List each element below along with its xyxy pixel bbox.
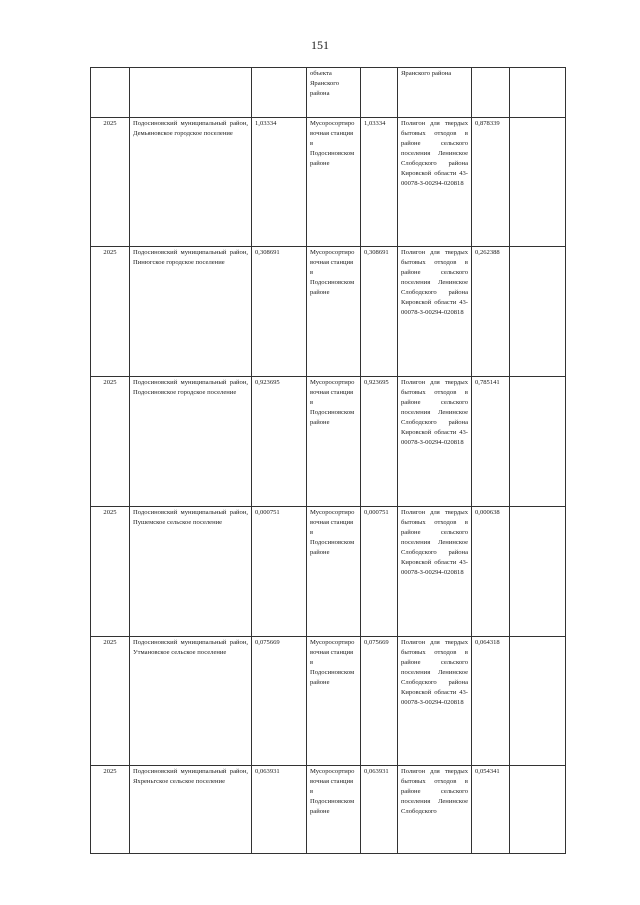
station-cell: Мусоросортировочная станция в Подосиновском районе [307, 766, 361, 854]
year-cell: 2025 [91, 118, 130, 247]
year-cell: 2025 [91, 247, 130, 377]
amount-cell [361, 68, 398, 118]
table-row [91, 507, 566, 637]
municipality-cell [130, 68, 252, 118]
station-cell: Мусоросортировочная станция в Подосиновском районе [307, 507, 361, 637]
municipality-cell: Подосиновский муниципальный район, Утмановское сельское поселение [130, 637, 252, 766]
landfill-cell: Полигон для твердых бытовых отходов в районе сельского поселения Ленинское Слободского района Кировской области 43-00078-З-00294-020818 [398, 507, 472, 637]
amount-cell: 0,878339 [472, 118, 510, 247]
empty-cell [510, 766, 566, 854]
empty-cell [510, 377, 566, 507]
year-cell: 2025 [91, 637, 130, 766]
landfill-cell: Полигон для твердых бытовых отходов в районе сельского поселения Ленинское Слободского района Кировской области 43-00078-З-00294-020818 [398, 637, 472, 766]
municipality-cell: Подосиновский муниципальный район, Пушемское сельское поселение [130, 507, 252, 637]
station-cell: Мусоросортировочная станция в Подосиновском районе [307, 247, 361, 377]
municipality-cell: Подосиновский муниципальный район, Демьяновское городское поселение [130, 118, 252, 247]
table-row [91, 637, 566, 766]
station-cell: Мусоросортировочная станция в Подосиновском районе [307, 637, 361, 766]
amount-cell: 0,923695 [252, 377, 307, 507]
amount-cell: 0,054341 [472, 766, 510, 854]
landfill-cell: Полигон для твердых бытовых отходов в районе сельского поселения Ленинское Слободского [398, 766, 472, 854]
landfill-cell: Полигон для твердых бытовых отходов в районе сельского поселения Ленинское Слободского района Кировской области 43-00078-З-00294-020818 [398, 247, 472, 377]
municipality-cell: Подосиновский муниципальный район, Пинюгское городское поселение [130, 247, 252, 377]
amount-cell: 0,000751 [361, 507, 398, 637]
table-row [91, 377, 566, 507]
waste-flow-table [90, 67, 566, 854]
year-cell: 2025 [91, 507, 130, 637]
table-row [91, 766, 566, 854]
empty-cell [510, 247, 566, 377]
station-cell: объекта Яранского района [307, 68, 361, 118]
table-row [91, 68, 566, 118]
amount-cell: 0,262388 [472, 247, 510, 377]
amount-cell: 0,063931 [361, 766, 398, 854]
empty-cell [510, 118, 566, 247]
station-cell: Мусоросортировочная станция в Подосиновском районе [307, 377, 361, 507]
landfill-cell: Полигон для твердых бытовых отходов в районе сельского поселения Ленинское Слободского района Кировской области 43-00078-З-00294-020818 [398, 377, 472, 507]
amount-cell: 0,075669 [361, 637, 398, 766]
amount-cell: 1,03334 [361, 118, 398, 247]
amount-cell [252, 68, 307, 118]
station-cell: Мусоросортировочная станция в Подосиновском районе [307, 118, 361, 247]
amount-cell: 0,064318 [472, 637, 510, 766]
amount-cell: 0,923695 [361, 377, 398, 507]
amount-cell: 0,000751 [252, 507, 307, 637]
amount-cell: 0,308691 [361, 247, 398, 377]
amount-cell: 0,063931 [252, 766, 307, 854]
year-cell: 2025 [91, 377, 130, 507]
page-number: 151 [311, 38, 329, 52]
table-row [91, 118, 566, 247]
year-cell: 2025 [91, 766, 130, 854]
amount-cell: 1,03334 [252, 118, 307, 247]
landfill-cell: Яранского района [398, 68, 472, 118]
table-row [91, 247, 566, 377]
empty-cell [510, 507, 566, 637]
amount-cell: 0,308691 [252, 247, 307, 377]
empty-cell [510, 637, 566, 766]
municipality-cell: Подосиновский муниципальный район, Яхреньгское сельское поселение [130, 766, 252, 854]
municipality-cell: Подосиновский муниципальный район, Подосиновское городское поселение [130, 377, 252, 507]
amount-cell: 0,075669 [252, 637, 307, 766]
amount-cell [472, 68, 510, 118]
amount-cell: 0,000638 [472, 507, 510, 637]
landfill-cell: Полигон для твердых бытовых отходов в районе сельского поселения Ленинское Слободского района Кировской области 43-00078-З-00294-020818 [398, 118, 472, 247]
amount-cell: 0,785141 [472, 377, 510, 507]
year-cell [91, 68, 130, 118]
empty-cell [510, 68, 566, 118]
